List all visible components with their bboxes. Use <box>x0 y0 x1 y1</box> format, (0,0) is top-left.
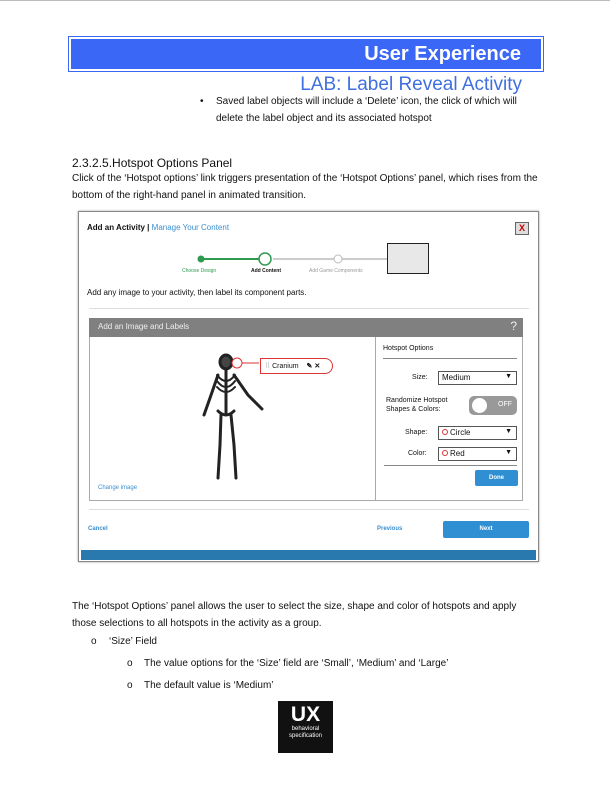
ux-logo: UX behavioral specification <box>278 701 333 753</box>
edit-pencil-icon[interactable]: ✎ <box>306 363 313 370</box>
color-value: Red <box>450 449 465 458</box>
activity-modal-screenshot <box>78 211 539 562</box>
section-heading: 2.3.2.5.Hotspot Options Panel <box>72 156 233 170</box>
shape-select[interactable]: Circle ▼ <box>438 426 517 440</box>
options-title: Hotspot Options <box>383 345 434 352</box>
hotspot-options-panel <box>375 337 523 500</box>
cancel-link[interactable]: Cancel <box>88 526 108 532</box>
shape-label: Shape: <box>405 429 428 436</box>
step-dot-done <box>198 256 205 263</box>
drag-handle-icon[interactable]: ⠿ <box>265 363 271 370</box>
sub-list-item: The value options for the ‘Size’ field are ‘Small’, ‘Medium’ and ‘Large’ <box>144 658 449 669</box>
next-button[interactable]: Next <box>443 521 529 538</box>
panel-body <box>89 337 523 501</box>
color-select[interactable]: Red ▼ <box>438 447 517 461</box>
circle-shape-icon <box>442 429 448 435</box>
step-dot-current <box>259 253 271 265</box>
help-icon[interactable]: ? <box>510 319 517 333</box>
done-button[interactable]: Done <box>475 470 518 486</box>
dropdown-arrow-icon: ▼ <box>505 373 512 380</box>
footer-bar <box>81 550 536 560</box>
thumbnail-box <box>387 243 429 274</box>
bullet: • <box>200 96 204 107</box>
bullet: o <box>127 680 133 691</box>
list-item: ‘Size’ Field <box>109 636 157 647</box>
section-paragraph: Click of the ‘Hotspot options’ link triggers presentation of the ‘Hotspot Options’ panel, which rises from the bottom of the right-hand panel in animated transition. <box>72 173 538 201</box>
size-value: Medium <box>442 373 471 382</box>
randomize-toggle[interactable] <box>469 396 517 415</box>
sub-list-item: The default value is ‘Medium’ <box>144 680 274 691</box>
separator: | <box>147 223 150 232</box>
header-banner: User Experience <box>69 37 543 71</box>
toggle-state: OFF <box>498 401 512 408</box>
size-label: Size: <box>412 374 428 381</box>
instruction: Add any image to your activity, then label its component parts. <box>87 288 307 297</box>
step-label-game: Add Game Components <box>309 268 363 274</box>
color-label: Color: <box>408 450 427 457</box>
change-image-link[interactable]: Change image <box>98 485 138 491</box>
step-label-content: Add Content <box>251 268 281 274</box>
panel-title: Add an Image and Labels <box>98 322 190 331</box>
red-color-icon <box>442 450 448 456</box>
close-icon[interactable]: X <box>515 222 529 235</box>
randomize-label: Randomize Hotspot Shapes & Colors: <box>386 397 448 413</box>
panel-header <box>89 318 523 337</box>
modal-title: Add an Activity <box>87 223 145 232</box>
step-dot-next <box>334 255 342 263</box>
bullet: o <box>91 636 97 647</box>
label-text: Cranium <box>272 363 299 370</box>
doc-subtitle: LAB: Label Reveal Activity <box>300 74 522 95</box>
intro-bullet-text: Saved label objects will include a ‘Delete’ icon, the click of which will delete the label object and its associated hotspot <box>216 96 517 124</box>
manage-content-link[interactable]: Manage Your Content <box>151 223 230 232</box>
progress-stepper <box>189 250 389 270</box>
bullet: o <box>127 658 133 669</box>
size-select[interactable] <box>438 371 517 385</box>
body-paragraph: The ‘Hotspot Options’ panel allows the user to select the size, shape and color of hotspots and apply those selections to all hotspots in the activity as a group. <box>72 601 517 629</box>
step-label-choose: Choose Design <box>182 268 217 274</box>
shape-value: Circle <box>450 428 471 437</box>
label-pill[interactable] <box>260 358 333 374</box>
previous-link[interactable]: Previous <box>377 526 403 532</box>
delete-icon[interactable]: ✕ <box>314 363 321 370</box>
